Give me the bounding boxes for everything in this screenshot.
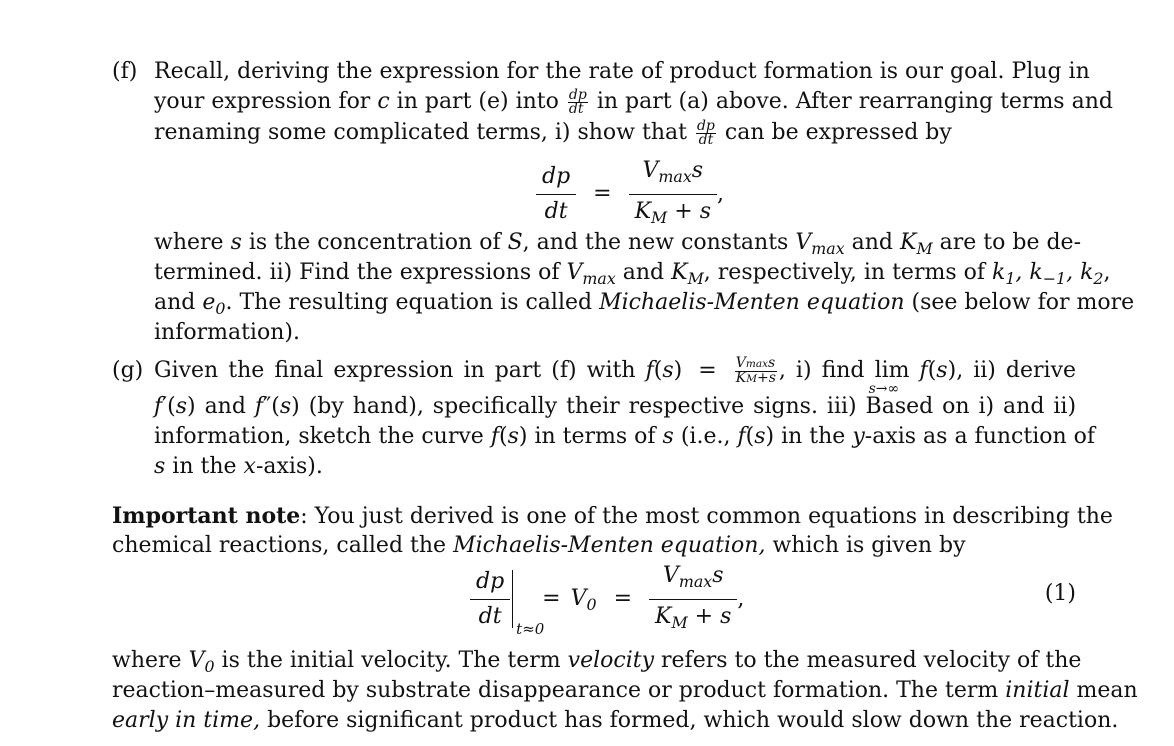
text-span: in part (a) above. After rearranging terms and [596,89,1113,114]
text-span: your expression for [154,89,371,114]
part-g-line-3: information, sketch the curve f(s) in terms of s (i.e., f(s) in the y-axis as a function of [154,424,1096,449]
equation-michaelis-menten-f: $\frac{dp}{dt}$ = $\frac{V_{max}s}{K_M + s}$ , [536,157,724,232]
text-span: in part (e) into [396,89,559,114]
inline-fraction-dp-dt: $\frac{dp}{dt}$ [696,117,715,148]
part-f-line-1: Recall, deriving the expression for the rate of product formation is our goal. Plug in [154,59,1090,84]
equation-number: (1) [1044,581,1076,606]
part-g-line-4: s in the x-axis). [154,454,323,479]
inline-fraction-dp-dt: $\frac{dp}{dt}$ [568,86,587,117]
part-g-line-1: Given the final expression in part (f) with f(s) = $\frac{Vmaxs}{KM+s}$ , i) find lim s→∞ f(s), ii) derive [154,354,1077,397]
text-span: renaming some complicated terms, i) show that [154,120,687,145]
part-f-line-4: where s is the concentration of S, and the new constants $V_{max}$ and $K_M$ are to be de- [154,230,1082,258]
part-f-label: (f) [112,59,138,84]
text-span: can be expressed by [724,120,952,145]
part-g-label: (g) [112,358,144,383]
note-line-2: chemical reactions, called the Michaelis-Menten equation, which is given by [112,533,966,558]
evaluation-bar: t≈0 [512,570,543,628]
math-c: c [377,89,390,114]
part-f-line-6: and $e_0$. The resulting equation is called Michaelis-Menten equation (see below for more [154,290,1135,318]
fraction-dp-dt: $\frac{dp}{dt}$ [536,163,576,226]
part-f-line-3 [154,118,952,148]
equation-1: $\frac{dp}{dt}$ t≈0 = $V_0$ = $\frac{V_{max}s}{K_M + s}$ , [470,562,744,637]
fraction-dp-dt: $\frac{dp}{dt}$ [470,568,510,631]
note-line-3: where $V_0$ is the initial velocity. The term velocity refers to the measured velocity of the [112,648,1082,676]
part-f-line-5: termined. ii) Find the expressions of $V_{max}$ and $K_M$, respectively, in terms of $k_1$, $k_{-1}$, $k_2$, [154,260,1111,288]
part-f-line-2 [154,86,1113,117]
note-line-1: Important note: You just derived is one of the most common equations in describing the [112,503,1113,529]
note-line-5: early in time, before significant product has formed, which would slow down the reaction. [112,708,1119,733]
fraction-vmax-over-km: $\frac{V_{max}s}{K_M + s}$ [649,562,737,637]
part-f-line-7: information). [154,320,300,345]
fraction-vmax-over-km: $\frac{V_{max}s}{K_M + s}$ [629,157,717,232]
part-g-line-2: f′(s) and f″(s) (by hand), specifically their respective signs. iii) Based on i) and ii) [154,394,1077,419]
note-line-4: reaction–measured by substrate disappearance or product formation. The term initial mean [112,678,1138,703]
